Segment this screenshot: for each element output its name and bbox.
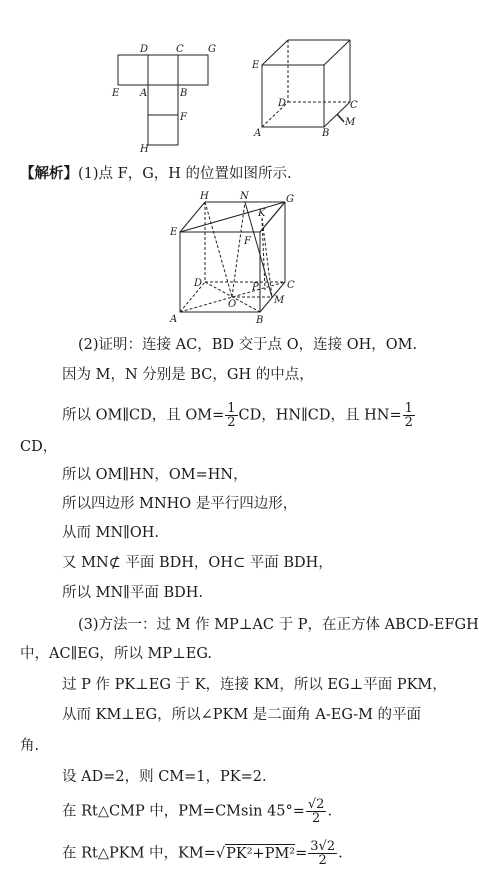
p2-line8: 又 MN⊄ 平面 BDH，OH⊂ 平面 BDH， xyxy=(62,555,333,571)
sqrt-sign: √ xyxy=(215,845,226,862)
net-label-c: C xyxy=(176,44,184,55)
fig3-label-d: D xyxy=(194,278,203,289)
p3-fraction-pm: $\frac{√2}{2}$ xyxy=(307,797,325,826)
p3-line5: 角. xyxy=(20,738,40,754)
p3-line8-end: . xyxy=(338,845,343,862)
fig3-label-f: F xyxy=(244,236,251,247)
net-label-e: E xyxy=(112,88,120,99)
p3-line8-a: 在 Rt△PKM 中，KM= xyxy=(62,845,216,862)
fig3-label-h: H xyxy=(200,191,209,202)
net-label-g: G xyxy=(208,44,216,55)
net-label-a: A xyxy=(140,88,148,99)
net-label-b: B xyxy=(180,88,188,99)
fig3-label-m: M xyxy=(274,295,285,306)
fig3-label-n: N xyxy=(240,191,249,202)
p3-line2: 中，AC∥EG，所以 MP⊥EG. xyxy=(20,646,213,662)
fig3-label-p: P xyxy=(252,282,259,293)
p2-line2: 因为 M，N 分别是 BC，GH 的中点， xyxy=(62,367,314,383)
fig3-label-c: C xyxy=(287,280,295,291)
p2-line4: CD， xyxy=(20,439,58,455)
p2-line1: (2)证明：连接 AC，BD 交于点 O，连接 OH，OM. xyxy=(78,337,418,353)
fig3-label-o: O xyxy=(228,299,237,310)
p2-line7: 从而 MN∥OH. xyxy=(62,525,159,541)
p2-fraction-1: $\frac{1}{2}$ xyxy=(227,401,236,430)
p3-line6: 设 AD=2，则 CM=1，PK=2. xyxy=(62,769,267,785)
cube-label-m: M xyxy=(345,117,356,128)
p2-line3 xyxy=(62,402,416,429)
net-label-d: D xyxy=(140,44,149,55)
p2-fraction-2: $\frac{1}{2}$ xyxy=(404,401,413,430)
p3-line8 xyxy=(62,840,343,867)
fig3-label-a: A xyxy=(170,314,178,325)
jiexi-bracket: 【解析】 xyxy=(20,165,78,182)
p2-line5: 所以 OM∥HN，OM=HN， xyxy=(62,467,248,483)
net-label-f: F xyxy=(180,112,187,123)
p3-line4: 从而 KM⊥EG，所以∠PKM 是二面角 A-EG-M 的平面 xyxy=(62,707,422,723)
cube-label-b: B xyxy=(322,128,330,139)
jiexi-text: (1)点 F，G，H 的位置如图所示. xyxy=(78,166,292,182)
fig3-label-e: E xyxy=(170,227,178,238)
jiexi-line xyxy=(20,165,292,183)
p3-line7 xyxy=(62,798,332,825)
cube-label-a: A xyxy=(254,128,262,139)
cube-label-c: C xyxy=(350,100,358,111)
cube-label-e: E xyxy=(252,60,260,71)
p3-line8-eq: = xyxy=(295,845,308,862)
cube-label-d: D xyxy=(278,98,287,109)
net-label-h: H xyxy=(140,144,149,155)
p3-line7-end: . xyxy=(327,803,333,820)
p3-line7-a: 在 Rt△CMP 中，PM=CMsin 45°= xyxy=(62,803,305,820)
p3-line3: 过 P 作 PK⊥EG 于 K，连接 KM，所以 EG⊥平面 PKM， xyxy=(62,677,447,693)
p2-line3-a: 所以 OM∥CD，且 OM= xyxy=(62,407,225,424)
p2-line3-b: CD，HN∥CD，且 HN= xyxy=(238,407,402,424)
p3-line1: (3)方法一：过 M 作 MP⊥AC 于 P，在正方体 ABCD-EFGH xyxy=(78,617,479,633)
cube-net-figure xyxy=(110,40,230,160)
p2-line6: 所以四边形 MNHO 是平行四边形， xyxy=(62,496,298,512)
cube-figure xyxy=(250,30,360,140)
cube-construction-figure xyxy=(170,190,305,325)
p3-fraction-km: $\frac{3√2}{2}$ xyxy=(310,839,336,868)
fig3-label-b: B xyxy=(256,315,264,326)
p2-line9: 所以 MN∥平面 BDH. xyxy=(62,585,203,601)
p3-sqrt: PK²+PM² xyxy=(226,845,296,862)
fig3-label-k: K xyxy=(258,208,266,219)
fig3-label-g: G xyxy=(286,194,294,205)
